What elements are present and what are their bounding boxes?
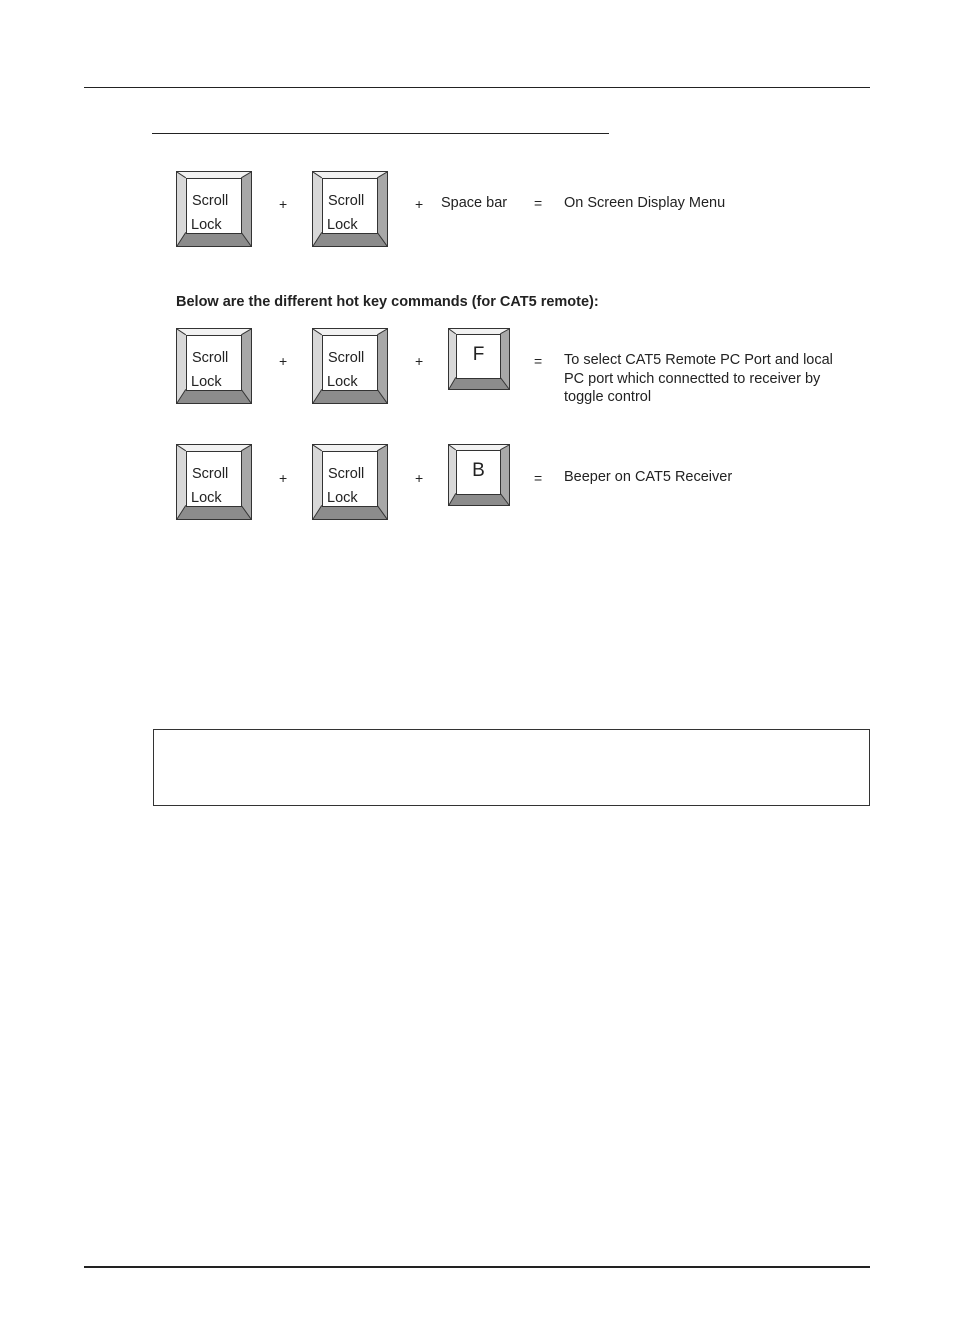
key-label-line2: Lock (191, 217, 222, 233)
key-letter: B (472, 460, 485, 481)
key-face (322, 335, 378, 391)
scroll-lock-key (312, 171, 388, 247)
space-bar-label: Space bar (441, 195, 508, 211)
key-face (322, 451, 378, 507)
header-rule (84, 87, 870, 88)
key-face (186, 335, 242, 391)
plus-sign: + (415, 470, 424, 486)
footer-rule (84, 1266, 870, 1268)
equals-sign: = (534, 195, 543, 211)
equals-sign: = (534, 353, 543, 369)
scroll-lock-key (176, 444, 252, 520)
key-label-line1: Scroll (328, 466, 365, 482)
hotkey-result-line: PC port which connectted to receiver by (564, 371, 821, 387)
equals-sign: = (534, 470, 543, 486)
plus-sign: + (415, 196, 424, 212)
hotkey-result-line: toggle control (564, 389, 652, 405)
plus-sign: + (415, 353, 424, 369)
key-label-line2: Lock (327, 490, 358, 506)
scroll-lock-key (176, 328, 252, 404)
intro-result-text: On Screen Display Menu (564, 195, 726, 211)
key-letter: F (472, 344, 485, 365)
note-box (153, 729, 870, 806)
key-face (322, 178, 378, 234)
key-face (456, 334, 501, 379)
scroll-lock-key (176, 171, 252, 247)
key-face (456, 450, 501, 495)
hotkey-result-line: To select CAT5 Remote PC Port and local (564, 352, 833, 368)
key-label-line1: Scroll (328, 350, 365, 366)
scroll-lock-key (312, 328, 388, 404)
plus-sign: + (279, 196, 288, 212)
key-label-line1: Scroll (192, 193, 229, 209)
hotkey-result-line: Beeper on CAT5 Receiver (564, 469, 733, 485)
key-label-line1: Scroll (192, 466, 229, 482)
key-face (186, 178, 242, 234)
key-label-line1: Scroll (192, 350, 229, 366)
scroll-lock-key (312, 444, 388, 520)
key-label-line2: Lock (327, 217, 358, 233)
key-label-line2: Lock (327, 374, 358, 390)
b-key (448, 444, 510, 506)
hotkeys-heading: Below are the different hot key commands (for CAT5 remote): (176, 294, 599, 310)
key-label-line1: Scroll (328, 193, 365, 209)
key-face (186, 451, 242, 507)
f-key (448, 328, 510, 390)
section-underline (152, 133, 609, 134)
plus-sign: + (279, 470, 288, 486)
key-label-line2: Lock (191, 374, 222, 390)
plus-sign: + (279, 353, 288, 369)
key-label-line2: Lock (191, 490, 222, 506)
